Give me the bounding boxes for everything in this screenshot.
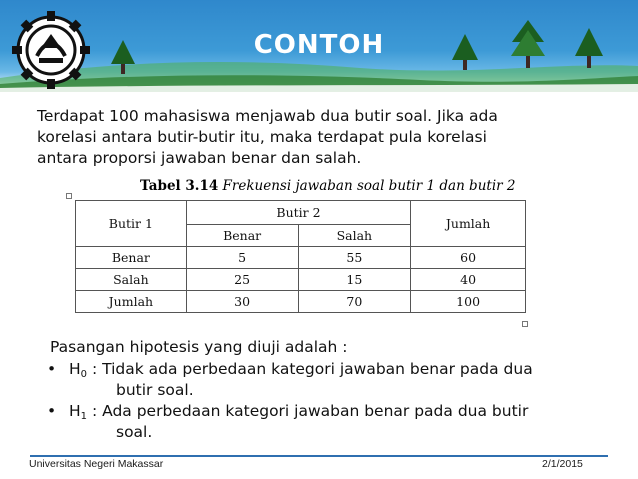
frequency-table [75,200,526,313]
figure-resize-handle[interactable] [66,193,72,199]
slide-title: CONTOH [253,30,385,60]
figure-resize-handle[interactable] [522,321,528,327]
subheader-salah: Salah [298,225,411,247]
cell-value: 30 [186,291,298,313]
cell-value: 70 [298,291,411,313]
subheader-benar: Benar [186,225,298,247]
table-caption-text: Frekuensi jawaban soal butir 1 dan butir 2 [218,178,516,194]
bullet-icon: • [47,402,57,420]
table-row [76,291,526,313]
h0-symbol: H [69,360,81,378]
cell-total: 40 [411,269,526,291]
table-row [76,269,526,291]
footer-divider [30,455,608,457]
header-jumlah: Jumlah [411,201,526,247]
cell-value: 25 [186,269,298,291]
footer-institution: Universitas Negeri Makassar [29,458,164,470]
cell-value: 5 [186,247,298,269]
table-caption [140,178,515,194]
table-header-row [76,201,526,225]
hypothesis-h1-line2: soal. [116,423,153,441]
cell-total: 100 [411,291,526,313]
row-label: Jumlah [76,291,187,313]
table-row [76,247,526,269]
cell-total: 60 [411,247,526,269]
h1-text: : Ada perbedaan kategori jawaban benar pada dua butir [87,402,529,420]
h1-subscript: 1 [80,411,88,422]
hypothesis-intro: Pasangan hipotesis yang diuji adalah : [50,338,348,356]
intro-paragraph [37,106,617,169]
h0-subscript: 0 [80,369,88,380]
table-caption-label: Tabel 3.14 [140,178,219,194]
header-banner [0,0,638,92]
footer-date: 2/1/2015 [542,458,583,470]
h0-text: : Tidak ada perbedaan kategori jawaban benar pada dua [87,360,533,378]
intro-line: antara proporsi jawaban benar dan salah. [37,149,362,167]
hypothesis-h0 [47,359,627,401]
h1-symbol: H [69,402,81,420]
row-label: Benar [76,247,187,269]
hypothesis-h0-line2: butir soal. [116,381,194,399]
bullet-icon: • [47,360,57,378]
cell-value: 15 [298,269,411,291]
header-butir-2: Butir 2 [186,201,410,225]
header-butir-1: Butir 1 [76,201,187,247]
intro-line: korelasi antara butir-butir itu, maka terdapat pula korelasi [37,128,487,146]
intro-line: Terdapat 100 mahasiswa menjawab dua butir soal. Jika ada [37,107,498,125]
cell-value: 55 [298,247,411,269]
hypothesis-h1 [47,401,627,443]
row-label: Salah [76,269,187,291]
